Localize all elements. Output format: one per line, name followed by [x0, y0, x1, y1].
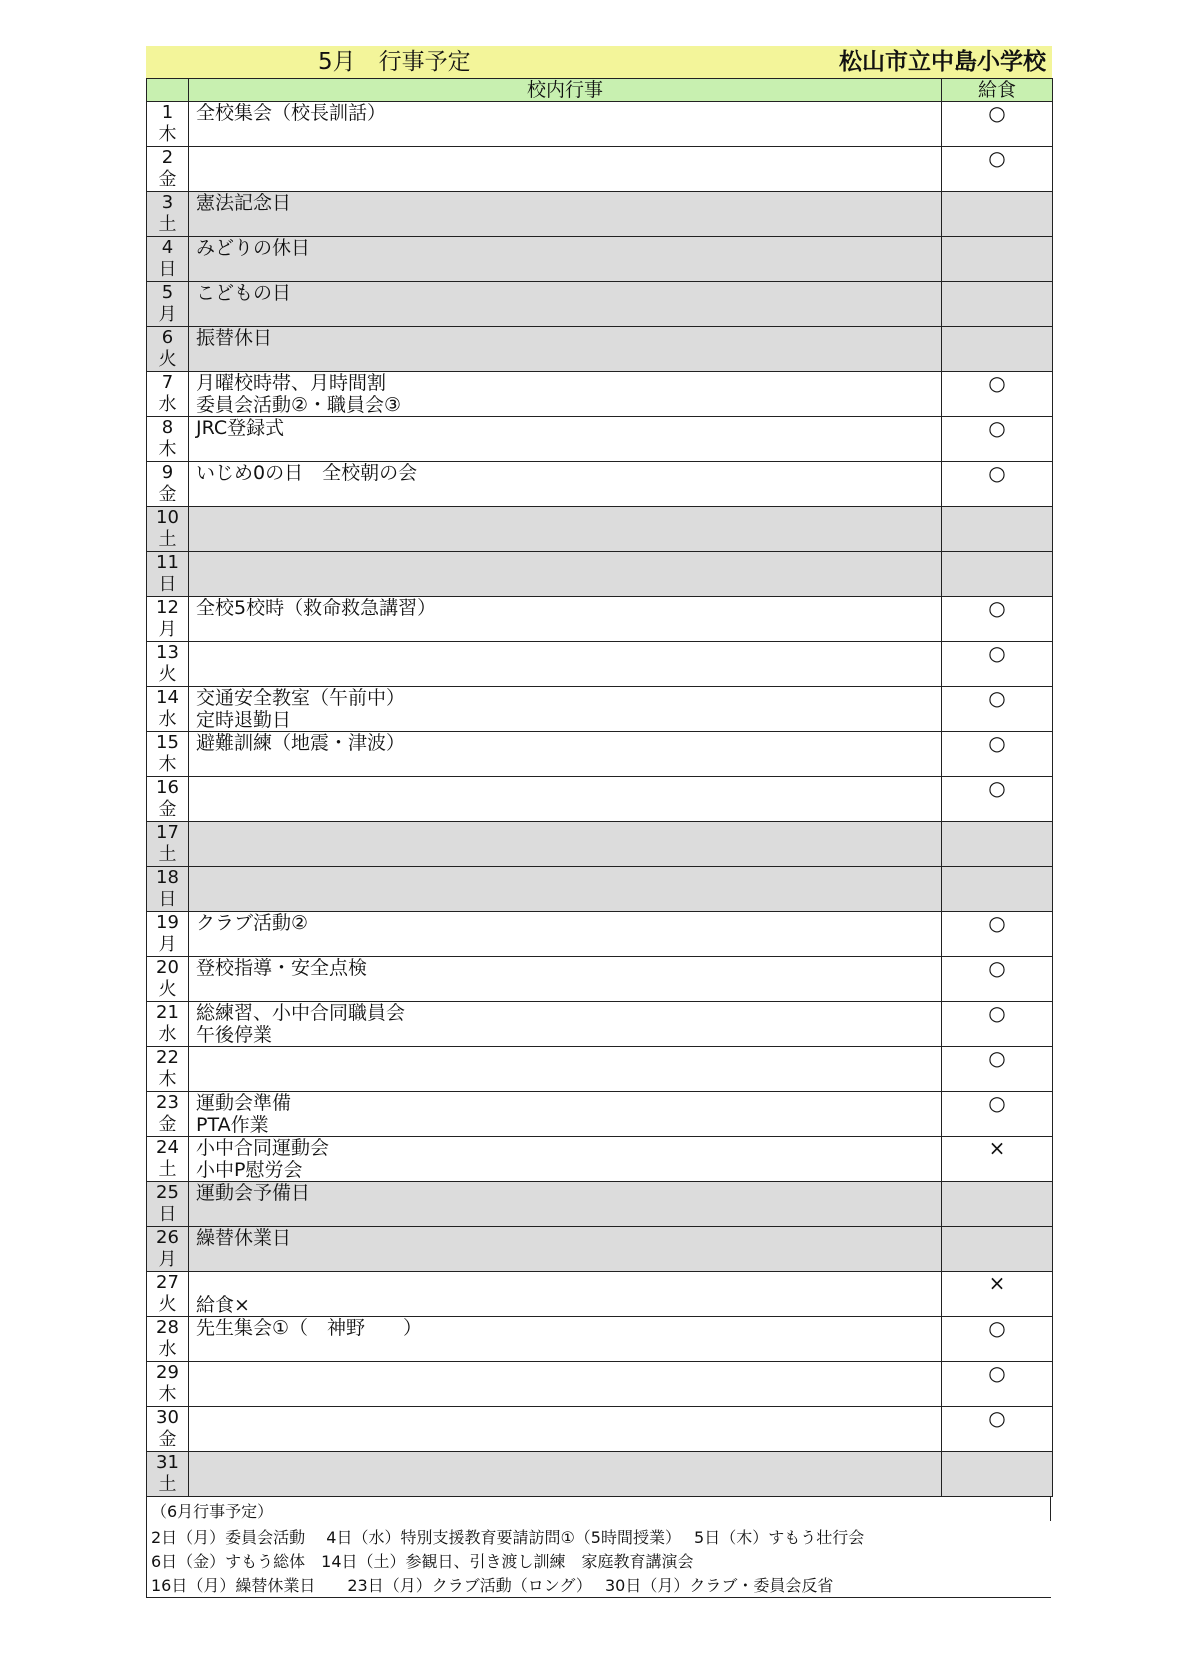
weekday: 土: [158, 844, 177, 865]
schedule-sheet: [146, 46, 1052, 1598]
table-row: [147, 1227, 1053, 1272]
table-row: [147, 1452, 1053, 1497]
lunch-mark: [942, 237, 1053, 282]
date-number: 4: [161, 237, 174, 258]
event-line: [193, 1452, 941, 1474]
table-header-row: [147, 79, 1053, 102]
event-line: こどもの日: [196, 282, 292, 304]
table-row: [147, 372, 1053, 417]
weekday: 金: [158, 484, 177, 505]
lunch-mark: [942, 192, 1053, 237]
day-cell: [147, 192, 189, 237]
event-line: [193, 574, 941, 596]
event-line: [193, 147, 941, 169]
event-line: [193, 214, 941, 236]
date-number: 7: [161, 372, 174, 393]
lunch-mark: ○: [942, 912, 1053, 957]
event-cell: [189, 957, 942, 1002]
lunch-mark: ○: [942, 1002, 1053, 1047]
event-line: [193, 619, 941, 641]
event-cell: [189, 1182, 942, 1227]
table-row: [147, 462, 1053, 507]
event-line: [193, 439, 941, 461]
date-number: 13: [156, 642, 179, 663]
table-row: [147, 417, 1053, 462]
date-number: 6: [161, 327, 174, 348]
lunch-mark: [942, 1227, 1053, 1272]
event-cell: [189, 507, 942, 552]
weekday: 火: [158, 1294, 177, 1315]
weekday: 木: [158, 439, 177, 460]
event-line: [193, 1362, 941, 1384]
day-cell: [147, 372, 189, 417]
event-line: [193, 1474, 941, 1496]
event-line: [193, 889, 941, 911]
date-number: 16: [156, 777, 179, 798]
day-cell: [147, 1092, 189, 1137]
weekday: 日: [158, 574, 177, 595]
event-line: 委員会活動②・職員会③: [196, 394, 402, 416]
event-cell: [189, 102, 942, 147]
lunch-mark: ○: [942, 777, 1053, 822]
lunch-mark: [942, 552, 1053, 597]
table-row: [147, 642, 1053, 687]
day-cell: [147, 1002, 189, 1047]
event-line: [193, 259, 941, 281]
event-line: [193, 552, 941, 574]
date-number: 3: [161, 192, 174, 213]
day-cell: [147, 462, 189, 507]
event-cell: [189, 552, 942, 597]
date-number: 17: [156, 822, 179, 843]
weekday: 水: [158, 394, 177, 415]
school-name: 松山市立中島小学校: [839, 49, 1046, 75]
day-cell: [147, 1362, 189, 1407]
day-cell: [147, 867, 189, 912]
notes-heading: （6月行事予定）: [151, 1502, 274, 1521]
table-row: [147, 192, 1053, 237]
lunch-mark: ×: [942, 1272, 1053, 1317]
table-row: [147, 1092, 1053, 1137]
event-cell: [189, 867, 942, 912]
weekday: 土: [158, 1474, 177, 1495]
date-number: 22: [156, 1047, 179, 1068]
weekday: 月: [158, 1249, 177, 1270]
table-row: [147, 327, 1053, 372]
event-cell: [189, 1272, 942, 1317]
next-month-notes: [146, 1497, 1051, 1598]
table-row: [147, 237, 1053, 282]
day-cell: [147, 957, 189, 1002]
day-cell: [147, 1452, 189, 1497]
event-line: 全校5校時（救命救急講習）: [196, 597, 437, 619]
weekday: 日: [158, 1204, 177, 1225]
schedule-table: [146, 78, 1053, 1497]
event-cell: [189, 1227, 942, 1272]
event-cell: [189, 237, 942, 282]
event-line: [193, 124, 941, 146]
day-cell: [147, 1272, 189, 1317]
event-line: 振替休日: [196, 327, 273, 349]
day-cell: [147, 102, 189, 147]
event-cell: [189, 912, 942, 957]
notes-line: 16日（月）繰替休業日 23日（月）クラブ活動（ロング） 30日（月）クラブ・委員会反省: [151, 1576, 834, 1595]
event-line: 繰替休業日: [196, 1227, 292, 1249]
lunch-mark: [942, 1452, 1053, 1497]
weekday: 月: [158, 619, 177, 640]
event-line: 先生集会①（ 神野 ）: [196, 1317, 423, 1339]
weekday: 木: [158, 124, 177, 145]
day-cell: [147, 1317, 189, 1362]
date-number: 30: [156, 1407, 179, 1428]
lunch-mark: ○: [942, 102, 1053, 147]
event-line: [193, 507, 941, 529]
event-line: 総練習、小中合同職員会: [196, 1002, 406, 1024]
weekday: 日: [158, 259, 177, 280]
event-line: [193, 529, 941, 551]
lunch-mark: [942, 507, 1053, 552]
lunch-mark: ○: [942, 957, 1053, 1002]
day-cell: [147, 1137, 189, 1182]
date-number: 27: [156, 1272, 179, 1293]
weekday: 月: [158, 304, 177, 325]
event-cell: [189, 642, 942, 687]
weekday: 土: [158, 1159, 177, 1180]
weekday: 木: [158, 1384, 177, 1405]
table-row: [147, 597, 1053, 642]
event-line: [193, 844, 941, 866]
lunch-mark: [942, 327, 1053, 372]
event-line: 午後停業: [196, 1024, 273, 1046]
event-cell: [189, 777, 942, 822]
event-line: [193, 1407, 941, 1429]
event-cell: [189, 1452, 942, 1497]
event-cell: [189, 1362, 942, 1407]
day-cell: [147, 1227, 189, 1272]
day-cell: [147, 147, 189, 192]
lunch-mark: ○: [942, 597, 1053, 642]
event-line: 登校指導・安全点検: [196, 957, 368, 979]
lunch-mark: ○: [942, 1317, 1053, 1362]
event-line: 交通安全教室（午前中）: [196, 687, 406, 709]
table-row: [147, 1137, 1053, 1182]
day-column-header: [147, 79, 189, 102]
date-number: 14: [156, 687, 179, 708]
event-line: クラブ活動②: [196, 912, 309, 934]
event-line: [193, 979, 941, 1001]
weekday: 金: [158, 1114, 177, 1135]
date-number: 28: [156, 1317, 179, 1338]
day-cell: [147, 597, 189, 642]
table-row: [147, 1362, 1053, 1407]
event-line: 月曜校時帯、月時間割: [196, 372, 387, 394]
weekday: 金: [158, 799, 177, 820]
lunch-column-header: 給食: [942, 79, 1053, 102]
lunch-mark: ○: [942, 372, 1053, 417]
day-cell: [147, 237, 189, 282]
event-line: 全校集会（校長訓話）: [196, 102, 387, 124]
day-cell: [147, 1407, 189, 1452]
lunch-mark: ○: [942, 642, 1053, 687]
weekday: 水: [158, 709, 177, 730]
date-number: 5: [161, 282, 174, 303]
event-cell: [189, 147, 942, 192]
day-cell: [147, 912, 189, 957]
event-line: [193, 822, 941, 844]
lunch-mark: ○: [942, 147, 1053, 192]
date-number: 24: [156, 1137, 179, 1158]
notes-line: 2日（月）委員会活動 4日（水）特別支援教育要請訪問①（5時間授業） 5日（木）すもう壮行会: [151, 1528, 865, 1547]
event-line: 憲法記念日: [196, 192, 292, 214]
weekday: 水: [158, 1024, 177, 1045]
day-cell: [147, 822, 189, 867]
table-row: [147, 1182, 1053, 1227]
table-row: [147, 507, 1053, 552]
table-row: [147, 1272, 1053, 1317]
lunch-mark: ×: [942, 1137, 1053, 1182]
weekday: 月: [158, 934, 177, 955]
lunch-mark: [942, 867, 1053, 912]
event-line: [193, 1047, 941, 1069]
date-number: 26: [156, 1227, 179, 1248]
day-cell: [147, 777, 189, 822]
lunch-mark: [942, 1182, 1053, 1227]
event-cell: [189, 687, 942, 732]
date-number: 23: [156, 1092, 179, 1113]
event-cell: [189, 1317, 942, 1362]
event-line: [193, 1069, 941, 1091]
event-cell: [189, 192, 942, 237]
event-line: [193, 304, 941, 326]
day-cell: [147, 687, 189, 732]
day-cell: [147, 1047, 189, 1092]
table-row: [147, 822, 1053, 867]
table-row: [147, 867, 1053, 912]
event-line: 運動会予備日: [196, 1182, 311, 1204]
day-cell: [147, 417, 189, 462]
event-cell: [189, 1407, 942, 1452]
date-number: 31: [156, 1452, 179, 1473]
weekday: 土: [158, 214, 177, 235]
event-cell: [189, 1137, 942, 1182]
table-row: [147, 1047, 1053, 1092]
date-number: 15: [156, 732, 179, 753]
table-row: [147, 147, 1053, 192]
lunch-mark: ○: [942, 1092, 1053, 1137]
event-line: [193, 1339, 941, 1361]
event-cell: [189, 597, 942, 642]
lunch-mark: [942, 822, 1053, 867]
date-number: 21: [156, 1002, 179, 1023]
event-line: [193, 1384, 941, 1406]
weekday: 金: [158, 1429, 177, 1450]
event-cell: [189, 327, 942, 372]
weekday: 土: [158, 529, 177, 550]
event-line: JRC登録式: [196, 417, 285, 439]
table-row: [147, 687, 1053, 732]
lunch-mark: [942, 282, 1053, 327]
day-cell: [147, 282, 189, 327]
event-line: [193, 664, 941, 686]
event-cell: [189, 372, 942, 417]
event-line: 定時退勤日: [196, 709, 292, 731]
event-line: [193, 1272, 941, 1294]
date-number: 2: [161, 147, 174, 168]
lunch-mark: ○: [942, 462, 1053, 507]
event-line: [193, 484, 941, 506]
day-cell: [147, 1182, 189, 1227]
event-line: みどりの休日: [196, 237, 311, 259]
date-number: 11: [156, 552, 179, 573]
lunch-mark: ○: [942, 1047, 1053, 1092]
weekday: 木: [158, 754, 177, 775]
event-line: 小中合同運動会: [196, 1137, 330, 1159]
day-cell: [147, 552, 189, 597]
weekday: 火: [158, 349, 177, 370]
date-number: 18: [156, 867, 179, 888]
event-line: 運動会準備: [196, 1092, 292, 1114]
title-bar: [146, 46, 1052, 78]
lunch-mark: ○: [942, 417, 1053, 462]
event-cell: [189, 417, 942, 462]
lunch-mark: ○: [942, 1362, 1053, 1407]
table-row: [147, 912, 1053, 957]
day-cell: [147, 642, 189, 687]
date-number: 25: [156, 1182, 179, 1203]
weekday: 水: [158, 1339, 177, 1360]
weekday: 火: [158, 979, 177, 1000]
event-line: [193, 777, 941, 799]
event-cell: [189, 282, 942, 327]
event-line: [193, 1429, 941, 1451]
date-number: 9: [161, 462, 174, 483]
event-line: [193, 1204, 941, 1226]
events-column-header: 校内行事: [189, 79, 942, 102]
table-row: [147, 282, 1053, 327]
weekday: 木: [158, 1069, 177, 1090]
event-line: いじめ0の日 全校朝の会: [196, 462, 418, 484]
date-number: 12: [156, 597, 179, 618]
table-row: [147, 777, 1053, 822]
date-number: 1: [161, 102, 174, 123]
notes-line: 6日（金）すもう総体 14日（土）参観日、引き渡し訓練 家庭教育講演会: [151, 1552, 694, 1571]
lunch-mark: ○: [942, 687, 1053, 732]
lunch-mark: ○: [942, 732, 1053, 777]
table-row: [147, 732, 1053, 777]
event-cell: [189, 462, 942, 507]
event-line: [193, 1249, 941, 1271]
date-number: 8: [161, 417, 174, 438]
event-line: 給食×: [196, 1294, 250, 1316]
day-cell: [147, 327, 189, 372]
event-cell: [189, 1047, 942, 1092]
weekday: 日: [158, 889, 177, 910]
table-row: [147, 957, 1053, 1002]
day-cell: [147, 507, 189, 552]
table-row: [147, 552, 1053, 597]
event-line: [193, 934, 941, 956]
event-cell: [189, 1002, 942, 1047]
table-row: [147, 1407, 1053, 1452]
event-cell: [189, 1092, 942, 1137]
date-number: 29: [156, 1362, 179, 1383]
event-line: 小中P慰労会: [196, 1159, 303, 1181]
event-line: [193, 349, 941, 371]
event-line: PTA作業: [196, 1114, 269, 1136]
lunch-mark: ○: [942, 1407, 1053, 1452]
table-row: [147, 1002, 1053, 1047]
event-cell: [189, 732, 942, 777]
event-cell: [189, 822, 942, 867]
weekday: 火: [158, 664, 177, 685]
page-title: 5月 行事予定: [318, 49, 471, 75]
event-line: [193, 754, 941, 776]
event-line: [193, 169, 941, 191]
event-line: [193, 799, 941, 821]
event-line: 避難訓練（地震・津波）: [196, 732, 406, 754]
event-line: [193, 867, 941, 889]
date-number: 19: [156, 912, 179, 933]
date-number: 10: [156, 507, 179, 528]
day-cell: [147, 732, 189, 777]
weekday: 金: [158, 169, 177, 190]
table-row: [147, 102, 1053, 147]
event-line: [193, 642, 941, 664]
date-number: 20: [156, 957, 179, 978]
table-row: [147, 1317, 1053, 1362]
